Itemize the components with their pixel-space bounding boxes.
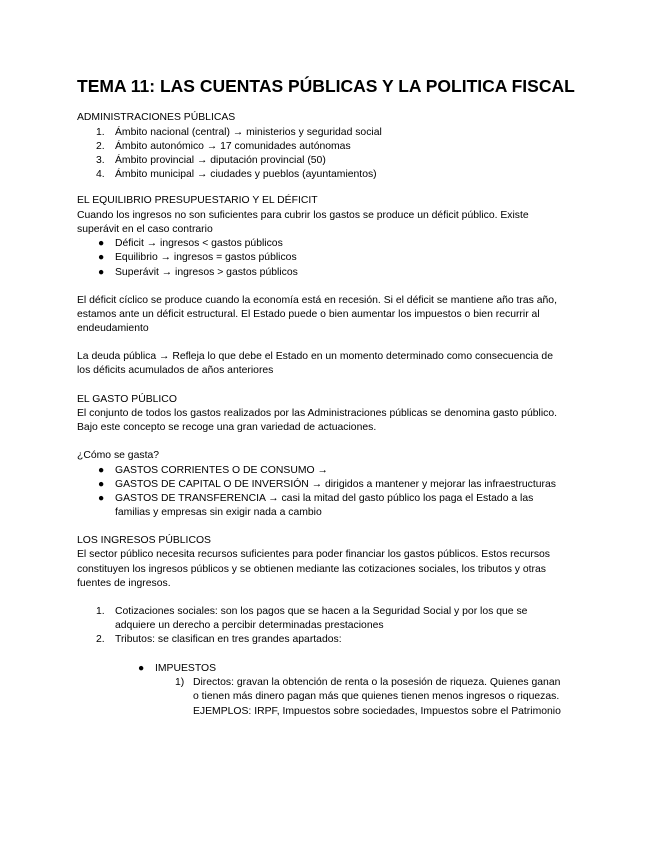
- list-item: GASTOS DE CAPITAL O DE INVERSIÓN → dirigidos a mantener y mejorar las infraestructuras: [115, 479, 556, 490]
- paragraph-line: El conjunto de todos los gastos realizados por las Administraciones públicas se denomina gasto público.: [77, 408, 557, 419]
- list-item: Cotizaciones sociales: son los pagos que se hacen a la Seguridad Social y por los que se: [115, 606, 528, 617]
- list-item: GASTOS DE TRANSFERENCIA → casi la mitad del gasto público los paga el Estado a las: [115, 493, 534, 504]
- list-marker: 1): [175, 677, 185, 688]
- list-item-impuestos: IMPUESTOS: [155, 663, 217, 674]
- section-heading-administraciones: ADMINISTRACIONES PÚBLICAS: [77, 112, 236, 123]
- list-marker: 4.: [96, 169, 105, 180]
- paragraph-line: Bajo este concepto se recoge una gran variedad de actuaciones.: [77, 422, 377, 433]
- list-item: Superávit → ingresos > gastos públicos: [115, 267, 298, 278]
- paragraph-line: Cuando los ingresos no son suficientes para cubrir los gastos se produce un déficit público. Existe: [77, 210, 529, 221]
- paragraph-line: constituyen los ingresos públicos y se obtienen mediante las cotizaciones sociales, los tributos y otras: [77, 564, 546, 575]
- paragraph-line: estamos ante un déficit estructural. El Estado puede o bien aumentar los impuestos o bien recurrir al: [77, 309, 540, 320]
- paragraph-line: fuentes de ingresos.: [77, 578, 171, 589]
- list-item-continuation: familias y empresas sin exigir nada a cambio: [115, 507, 322, 518]
- list-marker: 1.: [96, 606, 105, 617]
- bullet-icon: ●: [98, 479, 105, 490]
- list-item: Ámbito nacional (central) → ministerios y seguridad social: [115, 127, 382, 138]
- paragraph-line: El sector público necesita recursos suficientes para poder financiar los gastos públicos. Estos recursos: [77, 549, 551, 560]
- list-item: Tributos: se clasifican en tres grandes apartados:: [115, 634, 342, 645]
- list-item-continuation: adquiere un derecho a percibir determinadas prestaciones: [115, 620, 384, 631]
- list-item-continuation: o tienen más dinero pagan más que quienes tienen menos ingresos o riquezas.: [193, 691, 560, 702]
- list-item: Déficit → ingresos < gastos públicos: [115, 238, 283, 249]
- paragraph-line: endeudamiento: [77, 323, 149, 334]
- list-item: Directos: gravan la obtención de renta o la posesión de riqueza. Quienes ganan: [193, 677, 561, 688]
- list-marker: 1.: [96, 127, 105, 138]
- list-marker: 2.: [96, 141, 105, 152]
- list-marker: 2.: [96, 634, 105, 645]
- paragraph-line: superávit en el caso contrario: [77, 224, 213, 235]
- paragraph-line: los déficits acumulados de años anteriores: [77, 365, 274, 376]
- question-line: ¿Cómo se gasta?: [77, 450, 160, 461]
- bullet-icon: ●: [98, 252, 105, 263]
- list-item: Ámbito autonómico → 17 comunidades autónomas: [115, 141, 351, 152]
- paragraph-line: El déficit cíclico se produce cuando la economía está en recesión. Si el déficit se mantiene año tras año,: [77, 295, 557, 306]
- bullet-icon: ●: [138, 663, 145, 674]
- section-heading-ingresos: LOS INGRESOS PÚBLICOS: [77, 535, 211, 546]
- bullet-icon: ●: [98, 238, 105, 249]
- list-item: Equilibrio → ingresos = gastos públicos: [115, 252, 297, 263]
- section-heading-gasto: EL GASTO PÚBLICO: [77, 394, 177, 405]
- list-item: GASTOS CORRIENTES O DE CONSUMO →: [115, 465, 328, 476]
- list-marker: 3.: [96, 155, 105, 166]
- section-heading-equilibrio: EL EQUILIBRIO PRESUPUESTARIO Y EL DÉFICIT: [77, 195, 318, 206]
- list-item-continuation: EJEMPLOS: IRPF, Impuestos sobre sociedades, Impuestos sobre el Patrimonio: [193, 706, 561, 717]
- list-item: Ámbito provincial → diputación provincial (50): [115, 155, 326, 166]
- bullet-icon: ●: [98, 465, 105, 476]
- bullet-icon: ●: [98, 267, 105, 278]
- bullet-icon: ●: [98, 493, 105, 504]
- list-item: Ámbito municipal → ciudades y pueblos (ayuntamientos): [115, 169, 377, 180]
- paragraph-line: La deuda pública → Refleja lo que debe el Estado en un momento determinado como consecuencia de: [77, 351, 553, 362]
- page-title: TEMA 11: LAS CUENTAS PÚBLICAS Y LA POLITICA FISCAL: [77, 76, 575, 96]
